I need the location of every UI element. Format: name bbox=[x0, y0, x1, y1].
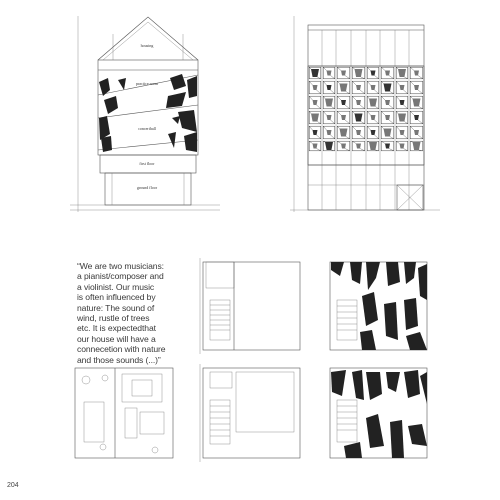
plan-practice-room-level bbox=[330, 368, 427, 458]
label-first-floor: first floor bbox=[139, 161, 155, 166]
label-ground-floor: ground floor bbox=[136, 185, 158, 190]
label-housing: housing bbox=[140, 43, 154, 48]
plan-upper-floor bbox=[203, 262, 300, 350]
plan-concerthall-level bbox=[330, 262, 427, 350]
client-quote: “We are two musicians: a pianist/composer and a violinist. Our music is often influenced by nature: The sound of wind, rustle of trees etc. It is expectedthat our house will have a connecetion with nature and those sounds (...)” bbox=[77, 261, 166, 365]
plan-first-floor bbox=[203, 368, 300, 458]
plan-ground-floor bbox=[75, 368, 173, 458]
page-number: 204 bbox=[7, 482, 19, 489]
label-practice-room: practice room bbox=[135, 81, 159, 86]
label-concerthall: concerthall bbox=[138, 126, 156, 131]
